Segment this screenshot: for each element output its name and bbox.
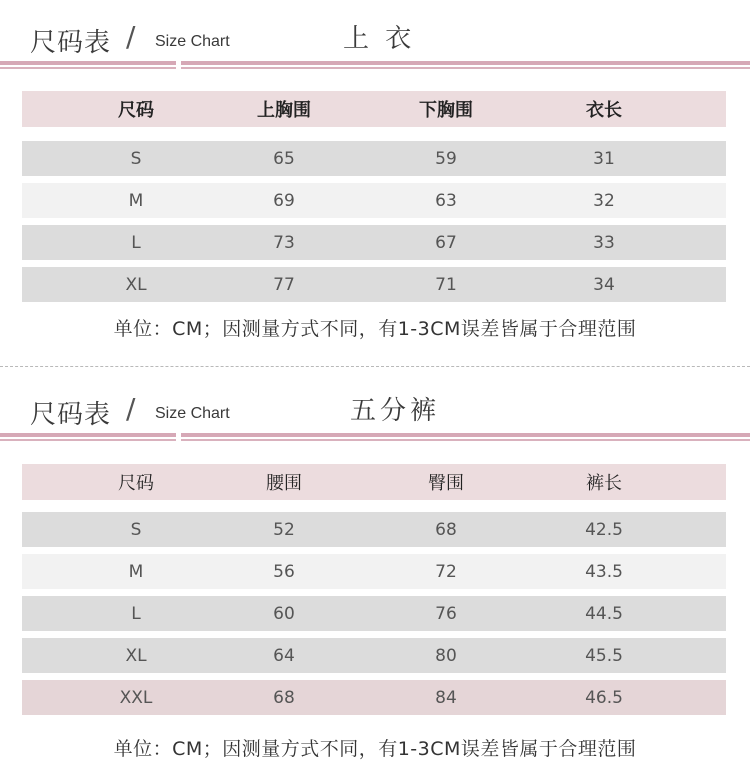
value-cell: 43.5: [585, 561, 623, 582]
value-cell: 42.5: [585, 519, 623, 540]
category-title: 上 衣: [343, 24, 416, 54]
value-cell: 32: [593, 190, 615, 211]
measurement-note: 单位：CM；因测量方式不同，有1-3CM误差皆属于合理范围: [113, 738, 637, 760]
measurement-note: 单位：CM；因测量方式不同，有1-3CM误差皆属于合理范围: [113, 318, 637, 340]
tops-header: [0, 0, 750, 60]
column-header: 腰围: [266, 473, 302, 494]
value-cell: 59: [435, 148, 457, 169]
shorts-table-header: [22, 464, 726, 500]
value-cell: 73: [273, 232, 295, 253]
size-cell: M: [128, 190, 144, 211]
table-row: [22, 183, 726, 218]
section-divider: [0, 366, 750, 367]
size-chart-title-en: Size Chart: [155, 405, 230, 422]
value-cell: 69: [273, 190, 295, 211]
value-cell: 77: [273, 274, 295, 295]
table-row: [22, 141, 726, 176]
column-header: 裤长: [586, 473, 622, 494]
title-slash: /: [126, 20, 136, 53]
value-cell: 56: [273, 561, 295, 582]
value-cell: 80: [435, 645, 457, 666]
table-row: [22, 267, 726, 302]
size-chart-title-cn: 尺码表: [30, 28, 112, 58]
value-cell: 60: [273, 603, 295, 624]
column-header: 衣长: [586, 100, 622, 121]
shorts-header: [0, 372, 750, 432]
column-header: 下胸围: [419, 100, 473, 121]
size-cell: L: [131, 603, 141, 624]
value-cell: 72: [435, 561, 457, 582]
table-row: [22, 554, 726, 589]
size-cell: XXL: [119, 687, 153, 708]
header-divider-thick: [0, 61, 750, 65]
value-cell: 65: [273, 148, 295, 169]
size-chart-title-en: Size Chart: [155, 33, 230, 50]
value-cell: 44.5: [585, 603, 623, 624]
value-cell: 45.5: [585, 645, 623, 666]
size-chart-title-cn: 尺码表: [30, 400, 112, 430]
size-cell: S: [130, 148, 142, 169]
header-divider-thick: [0, 433, 750, 437]
value-cell: 64: [273, 645, 295, 666]
title-slash: /: [126, 392, 136, 425]
header-divider-thin: [0, 67, 750, 69]
value-cell: 67: [435, 232, 457, 253]
value-cell: 52: [273, 519, 295, 540]
value-cell: 31: [593, 148, 615, 169]
value-cell: 33: [593, 232, 615, 253]
table-row: [22, 596, 726, 631]
value-cell: 84: [435, 687, 457, 708]
size-cell: L: [131, 232, 141, 253]
table-row: [22, 512, 726, 547]
value-cell: 71: [435, 274, 457, 295]
size-cell: M: [128, 561, 144, 582]
value-cell: 63: [435, 190, 457, 211]
divider-notch: [176, 60, 181, 72]
table-row: [22, 680, 726, 715]
category-title: 五分裤: [350, 396, 441, 426]
value-cell: 68: [273, 687, 295, 708]
column-header: 上胸围: [257, 100, 311, 121]
header-divider-thin: [0, 439, 750, 441]
value-cell: 76: [435, 603, 457, 624]
column-header: 臀围: [428, 473, 464, 494]
size-cell: S: [130, 519, 142, 540]
size-cell: XL: [125, 274, 147, 295]
value-cell: 46.5: [585, 687, 623, 708]
value-cell: 68: [435, 519, 457, 540]
column-header: 尺码: [118, 100, 154, 121]
table-row: [22, 225, 726, 260]
value-cell: 34: [593, 274, 615, 295]
size-cell: XL: [125, 645, 147, 666]
column-header: 尺码: [118, 473, 154, 494]
table-row: [22, 638, 726, 673]
divider-notch: [176, 432, 181, 444]
tops-table-header: [22, 91, 726, 127]
